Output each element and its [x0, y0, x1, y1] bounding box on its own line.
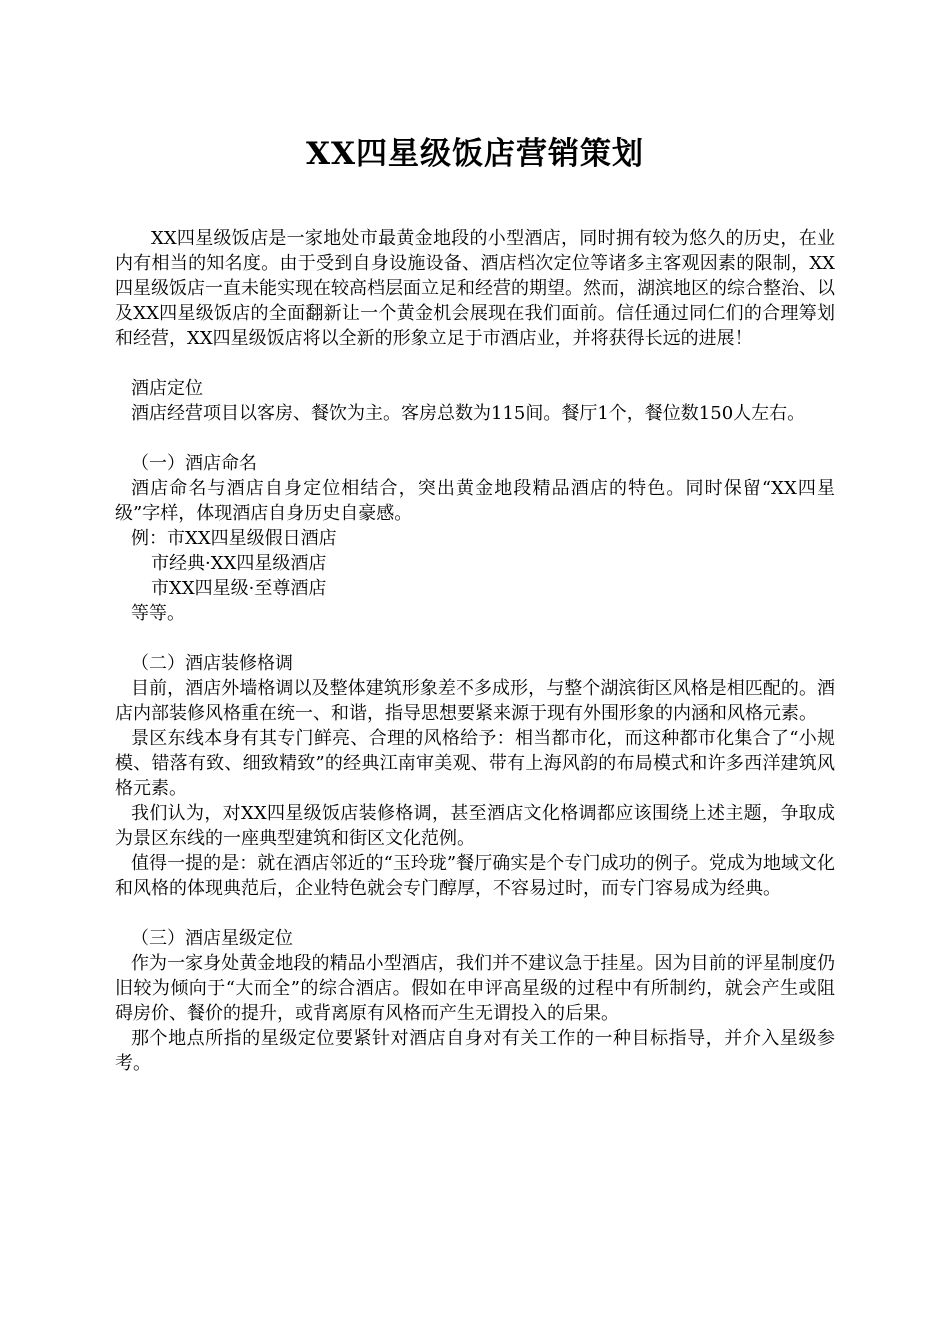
spacer — [115, 351, 835, 376]
naming-etc: 等等。 — [131, 603, 185, 624]
naming-paragraph: 酒店命名与酒店自身定位相结合，突出黄金地段精品酒店的特色。同时保留“XX四星级”字样，体现酒店自身历史自豪感。 — [115, 478, 835, 524]
decor-paragraph-4: 值得一提的是：就在酒店邻近的“玉玲珑”餐厅确实是个专门成功的例子。党成为地域文化和风格的体现典范后，企业特色就会专门醇厚，不容易过时，而专门容易成为经典。 — [115, 853, 835, 899]
document-body — [115, 226, 835, 1076]
intro-paragraph: XX四星级饭店是一家地处市最黄金地段的小型酒店，同时拥有较为悠久的历史，在业内有相当的知名度。由于受到自身设施设备、酒店档次定位等诸多主客观因素的限制，XX四星级饭店一直未能实现在较高档层面立足和经营的期望。然而，湖滨地区的综合整治、以及XX四星级饭店的全面翻新让一个黄金机会展现在我们面前。信任通过同仁们的合理筹划和经营，XX四星级饭店将以全新的形象立足于市酒店业，并将获得长远的进展！ — [115, 228, 835, 349]
naming-example-3: 市XX四星级·至尊酒店 — [151, 578, 327, 599]
positioning-heading: 酒店定位 — [131, 378, 203, 399]
decor-paragraph-2: 景区东线本身有其专门鲜亮、合理的风格给予：相当都市化，而这种都市化集合了“小规模、错落有致、细致精致”的经典江南审美观、带有上海风韵的布局模式和许多西洋建筑风格元素。 — [115, 728, 835, 799]
spacer — [115, 626, 835, 651]
star-paragraph-1: 作为一家身处黄金地段的精品小型酒店，我们并不建议急于挂星。因为目前的评星制度仍旧较为倾向于“大而全”的综合酒店。假如在申评高星级的过程中有所制约，就会产生或阻碍房价、餐价的提升，或背离原有风格而产生无谓投入的后果。 — [115, 953, 835, 1024]
spacer — [115, 426, 835, 451]
naming-heading: （一）酒店命名 — [131, 453, 257, 474]
spacer — [115, 901, 835, 926]
naming-example-2: 市经典·XX四星级酒店 — [151, 553, 327, 574]
decor-paragraph-3: 我们认为，对XX四星级饭店装修格调，甚至酒店文化格调都应该围绕上述主题，争取成为景区东线的一座典型建筑和街区文化范例。 — [115, 803, 835, 849]
naming-example-1: 例：市XX四星级假日酒店 — [131, 528, 337, 549]
positioning-paragraph: 酒店经营项目以客房、餐饮为主。客房总数为115间。餐厅1个，餐位数150人左右。 — [131, 403, 806, 424]
decor-paragraph-1: 目前，酒店外墙格调以及整体建筑形象差不多成形，与整个湖滨街区风格是相匹配的。酒店内部装修风格重在统一、和谐，指导思想要紧来源于现有外围形象的内涵和风格元素。 — [115, 678, 835, 724]
star-paragraph-2: 那个地点所指的星级定位要紧针对酒店自身对有关工作的一种目标指导，并介入星级参考。 — [115, 1028, 835, 1074]
star-heading: （三）酒店星级定位 — [131, 928, 293, 949]
document-title: XX四星级饭店营销策划 — [305, 136, 645, 172]
decor-heading: （二）酒店装修格调 — [131, 653, 293, 674]
